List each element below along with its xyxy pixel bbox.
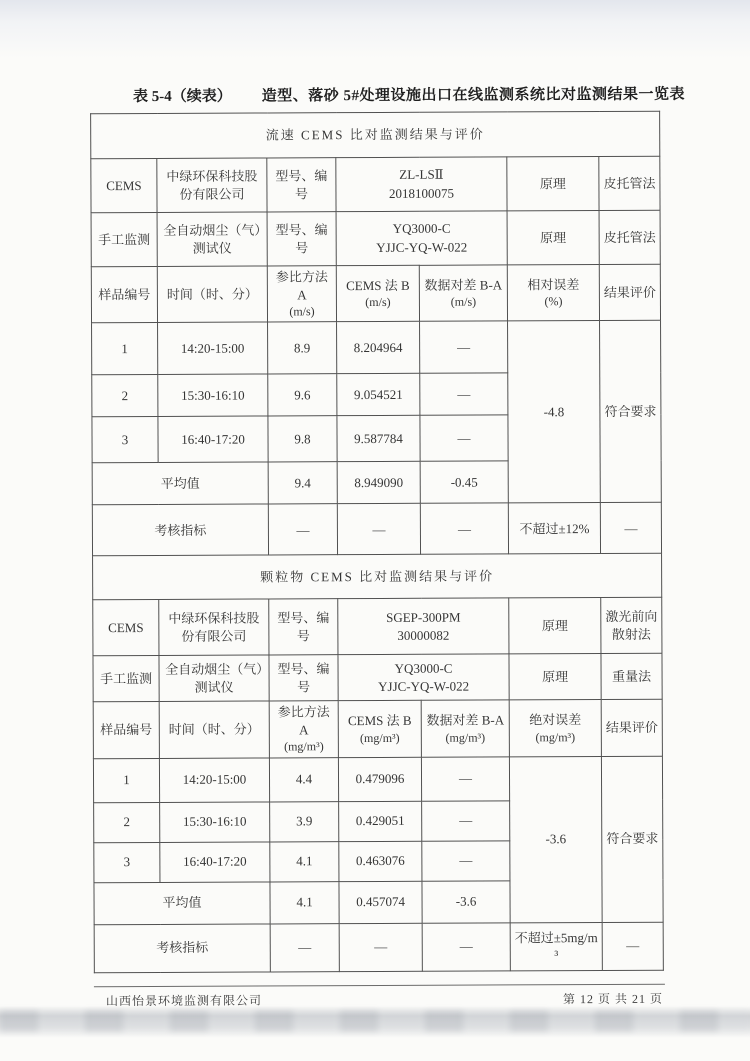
diff-cell: — (422, 922, 510, 970)
ref-a-cell: 9.6 (268, 374, 337, 416)
time-cell: 14:20-15:00 (159, 758, 269, 802)
sample-no-cell: 2 (94, 802, 160, 842)
page-content (90, 83, 686, 1009)
footer-company: 山西怡景环境监测有限公司 (105, 993, 263, 1008)
serial-number: 2018100075 (388, 185, 454, 201)
cems-b-cell: 0.429051 (339, 801, 422, 841)
col-header-label: 相对误差 (527, 276, 580, 293)
col-header-ref-a (269, 701, 338, 758)
col-header-ref-a (267, 266, 336, 323)
ref-a-cell: — (268, 504, 337, 555)
serial-number: 30000082 (397, 627, 450, 643)
col-header-label: 参比方法 A (275, 269, 328, 302)
section-title: 流速 CEMS 比对监测结果与评价 (91, 111, 660, 158)
diff-cell: — (420, 373, 508, 415)
footer-page-number: 第 12 页 共 21 页 (562, 991, 664, 1006)
time-cell: 14:20-15:00 (158, 322, 268, 374)
equipment-kind-cell: CEMS (93, 600, 159, 656)
col-header-label: CEMS 法 B (347, 712, 412, 729)
col-header-time: 时间（时、分） (159, 701, 269, 758)
assessment-error-cell: 不超过±12% (508, 503, 600, 554)
col-header-result: 结果评价 (601, 700, 662, 757)
diff-cell: — (420, 503, 508, 554)
model-value-cell (338, 598, 509, 655)
principle-value-cell: 激光前向散射法 (601, 598, 662, 654)
col-header-error (507, 265, 599, 322)
assessment-result-cell: — (602, 922, 663, 970)
col-header-diff (419, 265, 507, 322)
col-header-result: 结果评价 (599, 264, 660, 321)
model-number: YQ3000-C (392, 220, 451, 237)
sample-no-cell: 1 (92, 323, 158, 375)
col-header-diff (421, 700, 509, 757)
equipment-kind-cell: 手工监测 (91, 212, 157, 266)
principle-label-cell: 原理 (507, 211, 599, 265)
cems-b-cell: 9.054521 (337, 374, 420, 416)
scan-edge-artifact (0, 1010, 750, 1032)
cems-b-cell: — (337, 504, 420, 555)
section-particulate (93, 554, 664, 973)
equipment-kind-cell: CEMS (91, 158, 157, 212)
cems-b-cell: 0.463076 (339, 841, 422, 881)
col-header-unit: (m/s) (450, 294, 477, 309)
col-header-error (509, 700, 601, 757)
time-cell: 15:30-16:10 (160, 802, 270, 842)
cems-b-cell: — (339, 923, 422, 971)
col-header-cems-b (338, 701, 421, 758)
ref-a-cell: 4.1 (270, 841, 339, 881)
principle-value-cell: 皮托管法 (599, 210, 660, 264)
equipment-org-cell: 中绿环保科技股份有限公司 (159, 599, 269, 655)
average-label-cell: 平均值 (92, 462, 268, 505)
principle-label-cell: 原理 (509, 598, 601, 654)
sample-no-cell: 2 (92, 375, 158, 417)
principle-label-cell: 原理 (509, 654, 601, 700)
model-number: SGEP-300PM (386, 609, 461, 625)
cems-b-cell: 8.204964 (337, 322, 420, 374)
diff-cell: — (420, 415, 508, 461)
model-label-cell: 型号、编号 (269, 599, 338, 655)
col-header-unit: (mg/m³) (535, 729, 576, 744)
result-span-cell: 符合要求 (601, 756, 663, 922)
diff-cell: -3.6 (422, 880, 510, 922)
ref-a-cell: 4.1 (270, 881, 339, 923)
equipment-org-cell: 全自动烟尘（气）测试仪 (159, 655, 269, 701)
ref-a-cell: 3.9 (270, 801, 339, 841)
comparison-results-table (90, 111, 664, 973)
principle-label-cell: 原理 (507, 157, 599, 211)
assessment-label-cell: 考核指标 (92, 504, 268, 556)
col-header-label: 数据对差 B-A (424, 277, 503, 293)
time-cell: 15:30-16:10 (158, 374, 268, 416)
model-number: YQ3000-C (394, 660, 453, 676)
time-cell: 16:40-17:20 (160, 842, 270, 882)
ref-a-cell: 9.8 (268, 416, 337, 462)
ref-a-cell: — (270, 923, 339, 971)
diff-cell: — (422, 840, 510, 880)
col-header-unit: (mg/m³) (360, 730, 400, 745)
assessment-result-cell: — (600, 503, 661, 554)
diff-cell: — (421, 756, 509, 800)
col-header-unit: (mg/m³) (445, 730, 486, 745)
equipment-kind-cell: 手工监测 (93, 656, 159, 702)
col-header-unit: (%) (544, 294, 563, 309)
section-velocity (91, 111, 662, 556)
error-span-cell: -4.8 (508, 321, 601, 503)
serial-number: YJJC-YQ-W-022 (378, 678, 470, 694)
model-label-cell: 型号、编号 (267, 212, 336, 266)
col-header-label: CEMS 法 B (346, 277, 410, 293)
cems-b-cell: 0.479096 (338, 757, 421, 801)
principle-value-cell: 皮托管法 (599, 156, 660, 210)
col-header-label: 参比方法 A (277, 704, 330, 738)
col-header-time: 时间（时、分） (157, 266, 267, 323)
model-label-cell: 型号、编号 (267, 158, 336, 212)
assessment-row (94, 922, 663, 972)
sample-no-cell: 3 (92, 417, 158, 463)
average-label-cell: 平均值 (94, 882, 270, 925)
error-span-cell: -3.6 (509, 756, 602, 922)
principle-value-cell: 重量法 (601, 654, 662, 700)
page-footer (94, 983, 665, 1008)
result-span-cell: 符合要求 (600, 321, 662, 503)
sample-no-cell: 3 (94, 842, 160, 882)
col-header-unit: (m/s) (289, 304, 315, 319)
section-title: 颗粒物 CEMS 比对监测结果与评价 (93, 554, 662, 600)
ref-a-cell: 8.9 (268, 322, 337, 374)
col-header-unit: (m/s) (365, 295, 391, 310)
assessment-label-cell: 考核指标 (94, 924, 270, 973)
model-value-cell (336, 157, 507, 212)
table-row (92, 321, 661, 375)
time-cell: 16:40-17:20 (158, 416, 268, 462)
doc-title (90, 83, 686, 106)
serial-number: YJJC-YQ-W-022 (376, 239, 468, 255)
col-header-label: 数据对差 B-A (426, 712, 505, 728)
model-number: ZL-LSⅡ (399, 167, 444, 183)
model-value-cell (336, 211, 507, 266)
model-value-cell (338, 654, 509, 701)
assessment-error-cell: 不超过±5mg/m³ (510, 922, 602, 970)
equipment-org-cell: 中绿环保科技股份有限公司 (157, 158, 267, 212)
col-header-unit: (mg/m³) (284, 739, 324, 754)
model-label-cell: 型号、编号 (269, 655, 338, 701)
assessment-row (92, 503, 661, 556)
diff-cell: — (420, 321, 508, 373)
equipment-org-cell: 全自动烟尘（气）测试仪 (157, 212, 267, 266)
cems-b-cell: 8.949090 (337, 462, 420, 504)
table-row (93, 756, 662, 802)
doc-title-prefix: 表 5-4（续表） (133, 88, 232, 106)
cems-b-cell: 9.587784 (337, 416, 420, 462)
diff-cell: -0.45 (420, 461, 508, 503)
col-header-label: 绝对误差 (529, 712, 582, 728)
col-header-sample: 样品编号 (93, 702, 159, 759)
sample-no-cell: 1 (93, 758, 159, 802)
ref-a-cell: 4.4 (269, 757, 338, 801)
col-header-sample: 样品编号 (91, 266, 157, 323)
cems-b-cell: 0.457074 (339, 881, 422, 923)
diff-cell: — (422, 800, 510, 840)
col-header-cems-b (336, 265, 419, 322)
ref-a-cell: 9.4 (268, 462, 337, 504)
doc-title-main: 造型、落砂 5#处理设施出口在线监测系统比对监测结果一览表 (261, 86, 686, 105)
